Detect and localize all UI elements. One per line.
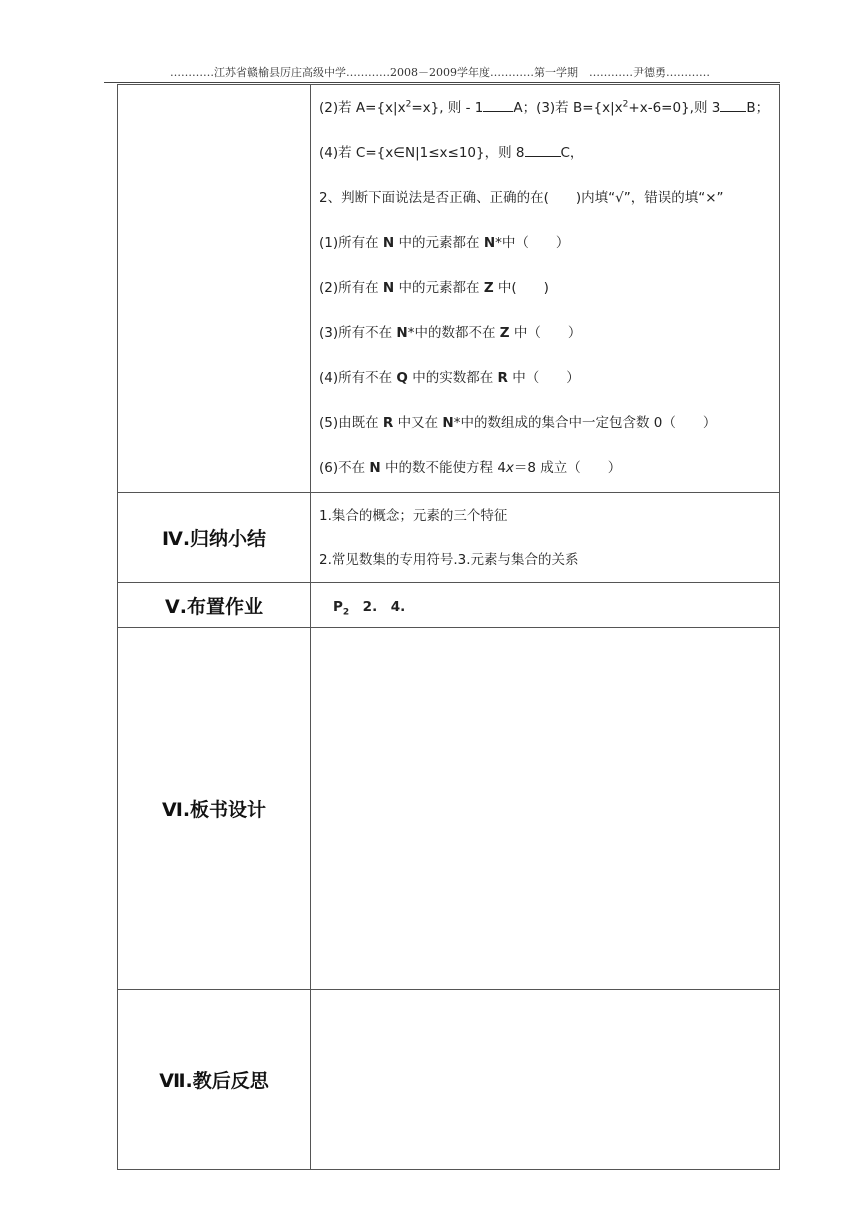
- reflection-label: Ⅶ.教后反思: [118, 990, 311, 1170]
- summary-row: [118, 493, 780, 583]
- judgement-item-2: (2)所有在 N 中的元素都在 Z 中( ): [319, 280, 549, 296]
- exercise-row: [118, 85, 780, 493]
- answer-blank: [525, 144, 561, 157]
- page-header: …………江苏省赣榆县厉庄高级中学…………2008－2009学年度…………第一学期 …………尹德勇…………: [170, 66, 710, 79]
- summary-line-1: 1.集合的概念；元素的三个特征: [319, 507, 508, 524]
- board-design-content-cell: [311, 628, 780, 990]
- answer-blank: [720, 99, 746, 112]
- homework-content-cell: [311, 583, 780, 628]
- exercise-line-2: (4)若 C={x∈N|1≤x≤10}，则 8 C，: [319, 145, 584, 161]
- board-design-label: Ⅵ.板书设计: [118, 628, 311, 990]
- judgement-item-6: (6)不在 N 中的数不能使方程 4x＝8 成立（ ）: [319, 460, 622, 476]
- exercise-label-cell: [118, 85, 311, 493]
- summary-content-cell: [311, 493, 780, 583]
- reflection-row: [118, 990, 780, 1170]
- exercise-line-1: (2)若 $A=\{x|x^2=x\}$, 则 - 1 A；(3)若 $B=\{x|x^2+x-6=0\}$,则 3 B；: [319, 99, 770, 116]
- reflection-content-cell: [311, 990, 780, 1170]
- judgement-item-5: (5)由既在 R 中又在 N*中的数组成的集合中一定包含数 0（ ）: [319, 415, 717, 431]
- judgement-item-4: (4)所有不在 Q 中的实数都在 R 中（ ）: [319, 370, 580, 386]
- summary-line-2: 2.常见数集的专用符号.3.元素与集合的关系: [319, 551, 579, 568]
- exercise-line-3: 2、判断下面说法是否正确、正确的在( )内填“√”，错误的填“×”: [319, 190, 724, 206]
- judgement-item-3: (3)所有不在 N*中的数都不在 Z 中（ ）: [319, 325, 582, 341]
- homework-label: Ⅴ.布置作业: [118, 583, 311, 628]
- homework-row: [118, 583, 780, 628]
- homework-text: $P_2$ 2. 4.: [333, 599, 406, 618]
- answer-blank: [483, 99, 513, 112]
- board-design-row: [118, 628, 780, 990]
- summary-label: Ⅳ.归纳小结: [118, 493, 311, 583]
- judgement-item-1: (1)所有在 N 中的元素都在 N*中（ ）: [319, 235, 570, 251]
- lesson-table: [117, 84, 780, 1170]
- exercise-content-cell: [311, 85, 780, 493]
- header-rule: [104, 82, 780, 83]
